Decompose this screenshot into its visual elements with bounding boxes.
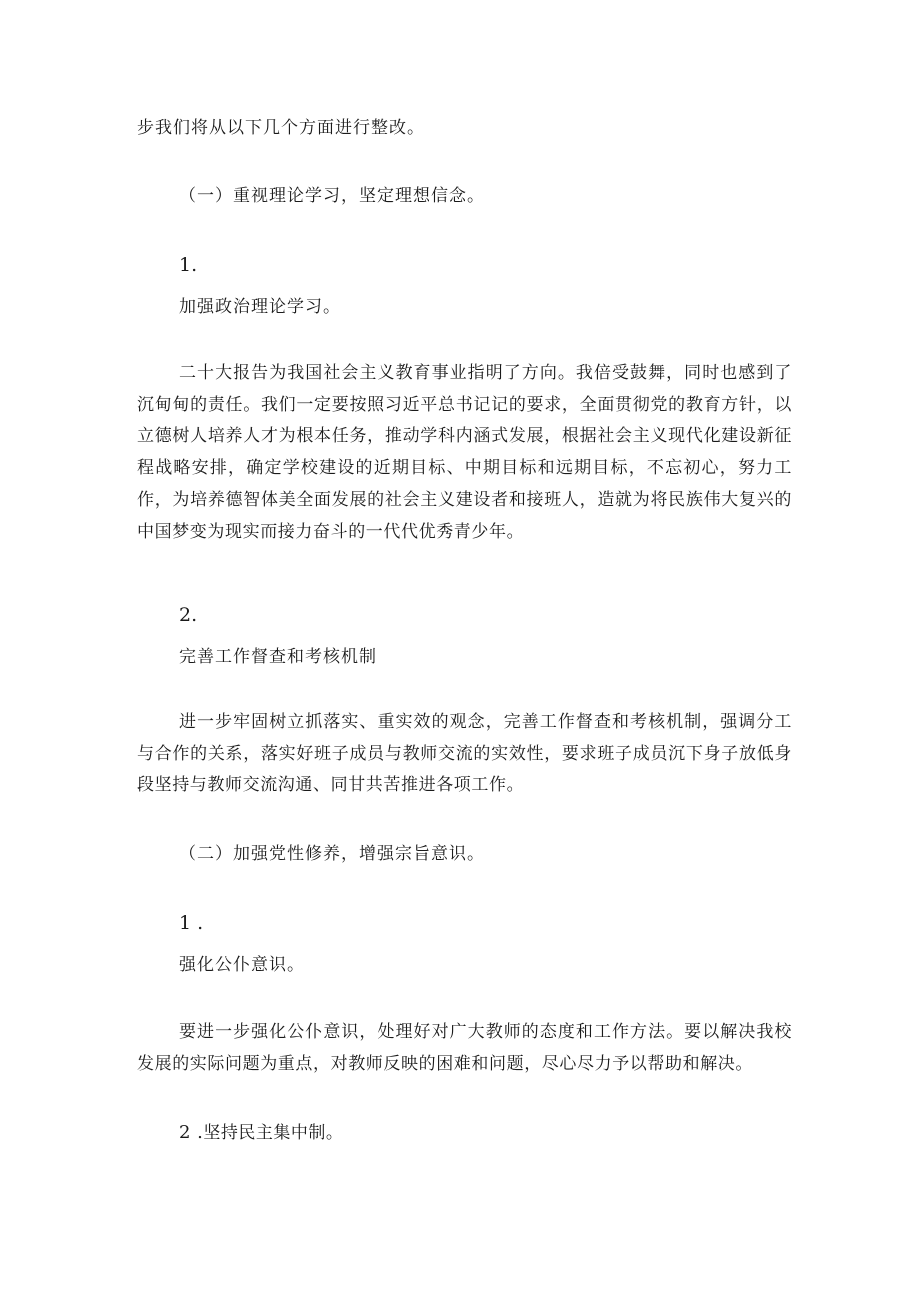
section-2-item-2-line <box>179 1123 343 1143</box>
section-2-item-1-number: 1 . <box>179 912 204 934</box>
section-2-heading: （二）加强党性修养，增强宗旨意识。 <box>179 844 485 864</box>
section-2-item-2-number: 2 . <box>179 1122 204 1143</box>
section-2-item-2-title: 坚持民主集中制。 <box>203 1123 344 1143</box>
section-2-item-1-body: 要进一步强化公仆意识，处理好对广大教师的态度和工作方法。要以解决我校发展的实际问题为重点，对教师反映的困难和问题，尽心尽力予以帮助和解决。 <box>137 1022 792 1074</box>
intro-tail-text: 步我们将从以下几个方面进行整改。 <box>137 118 425 138</box>
section-1-item-1-title: 加强政治理论学习。 <box>179 297 341 317</box>
section-1-item-2-number: 2. <box>179 604 198 626</box>
section-1-item-1-body: 二十大报告为我国社会主义教育事业指明了方向。我倍受鼓舞，同时也感到了沉甸甸的责任。我们一定要按照习近平总书记记的要求，全面贯彻党的教育方针，以立德树人培养人才为根本任务，推动学科内涵式发展，根据社会主义现代化建设新征程战略安排，确定学校建设的近期目标、中期目标和远期目标，不忘初心，努力工作，为培养德智体美全面发展的社会主义建设者和接班人，造就为将民族伟大复兴的中国梦变为现实而接力奋斗的一代代优秀青少年。 <box>137 363 792 542</box>
section-1-item-2-body: 进一步牢固树立抓落实、重实效的观念，完善工作督查和考核机制，强调分工与合作的关系，落实好班子成员与教师交流的实效性，要求班子成员沉下身子放低身段坚持与教师交流沟通、同甘共苦推进各项工作。 <box>137 712 792 796</box>
section-1-item-1-number: 1. <box>179 254 198 276</box>
section-2-item-1-title: 强化公仆意识。 <box>179 955 305 975</box>
section-1-heading: （一）重视理论学习，坚定理想信念。 <box>179 186 485 206</box>
section-1-item-2-title: 完善工作督查和考核机制 <box>179 647 377 667</box>
